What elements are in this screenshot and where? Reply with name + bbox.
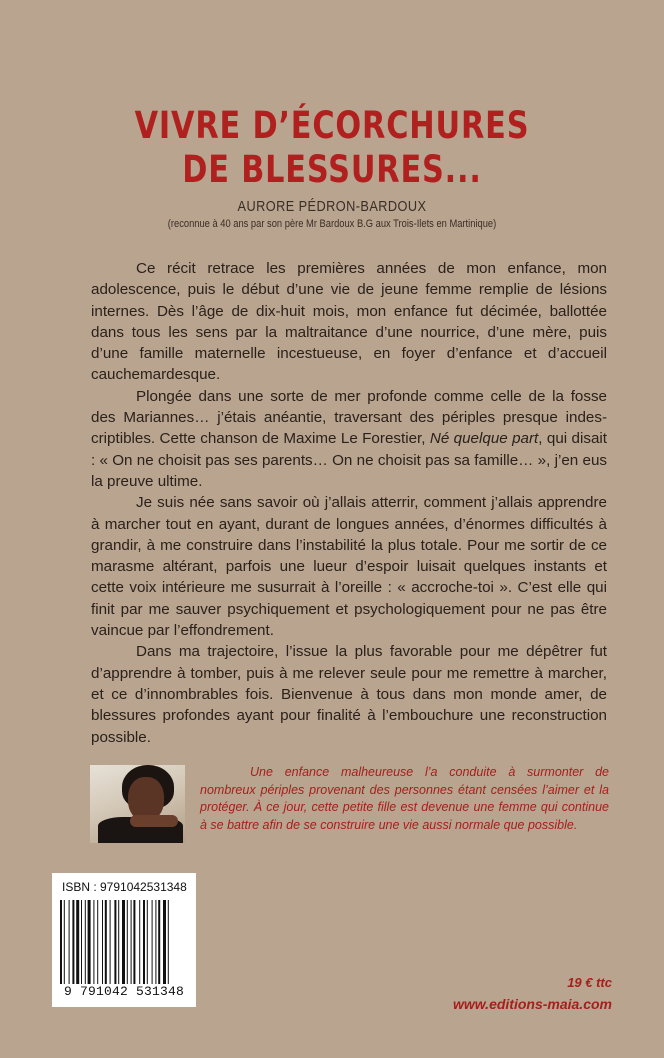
author-note: (reconnue à 40 ans par son père Mr Bardoux B.G aux Trois-Ilets en Martinique) bbox=[167, 218, 497, 230]
title-line-2: DE BLESSURES... bbox=[182, 148, 482, 191]
book-title bbox=[60, 104, 604, 192]
author-name: AURORE PÉDRON-BARDOUX bbox=[237, 198, 427, 215]
summary-paragraph-1: Ce récit retrace les premières années de mon enfance, mon adolescence, puis le début d’une vie de jeune femme remplie de lésions internes. Dès l’âge de dix-huit mois, mon enfance fut décimée, ballottée dans tous les sens par la maltraitance d’une nourrice, d’une mère, puis d’une famille maternelle incestueuse, en foyer d’enfance et d’accueil cauchemardesque. bbox=[91, 260, 607, 384]
summary-paragraph-3: Je suis née sans savoir où j’allais atterrir, comment j’allais apprendre à marcher tout en ayant, durant de longues années, d’énormes difficultés à grandir, à me construire dans l’instabilité la plus totale. Pour me sortir de ce marasme altérant, parfois une lueur d’espoir luisait quelques instants et cette voix intérieure me susurrait à l’oreille : « accroche-toi ». C’est elle qui finit par me sauver psychiquement et psychologiquement pour ne pas être vaincue par l’effondrement. bbox=[91, 494, 607, 640]
author-bio bbox=[200, 764, 609, 834]
price: 19 € ttc bbox=[567, 975, 612, 990]
isbn-barcode bbox=[52, 873, 196, 1007]
title-line-1: VIVRE D’ÉCORCHURES bbox=[134, 104, 530, 147]
author-bio-text: Une enfance malheureuse l’a conduite à surmonter de nombreux périples provenant des personnes étant censées l’aimer et la protéger. À ce jour, cette petite fille est devenue une femme qui continue à se battre afin de se construire une vie aussi normale que possible. bbox=[200, 765, 609, 832]
publisher-website[interactable]: www.editions-maia.com bbox=[453, 996, 612, 1012]
summary-text bbox=[91, 258, 607, 748]
barcode-bars bbox=[60, 900, 188, 984]
barcode-digits: 9 791042 531348 bbox=[54, 984, 194, 999]
author-photo bbox=[90, 765, 185, 843]
isbn-label: ISBN : 9791042531348 bbox=[62, 880, 187, 894]
summary-paragraph-2: Plongée dans une sorte de mer profonde comme celle de la fosse des Mariannes… j’étais anéantie, traversant des périples presque indescriptibles. Cette chanson de Maxime Le Forestier, Né quelque part, qui disait : « On ne choisit pas ses parents… On ne choisit pas sa famille… », j’en eus la preuve ultime. bbox=[91, 387, 608, 490]
summary-paragraph-4: Dans ma trajectoire, l’issue la plus favorable pour me dépêtrer fut d’apprendre à tomber, puis à me relever seule pour me remettre à marcher, et ce d’innombrables fois. Bienvenue à tous dans mon monde amer, de blessures profondes ayant pour finalité à l’embouchure une reconstruction possible. bbox=[91, 643, 607, 746]
